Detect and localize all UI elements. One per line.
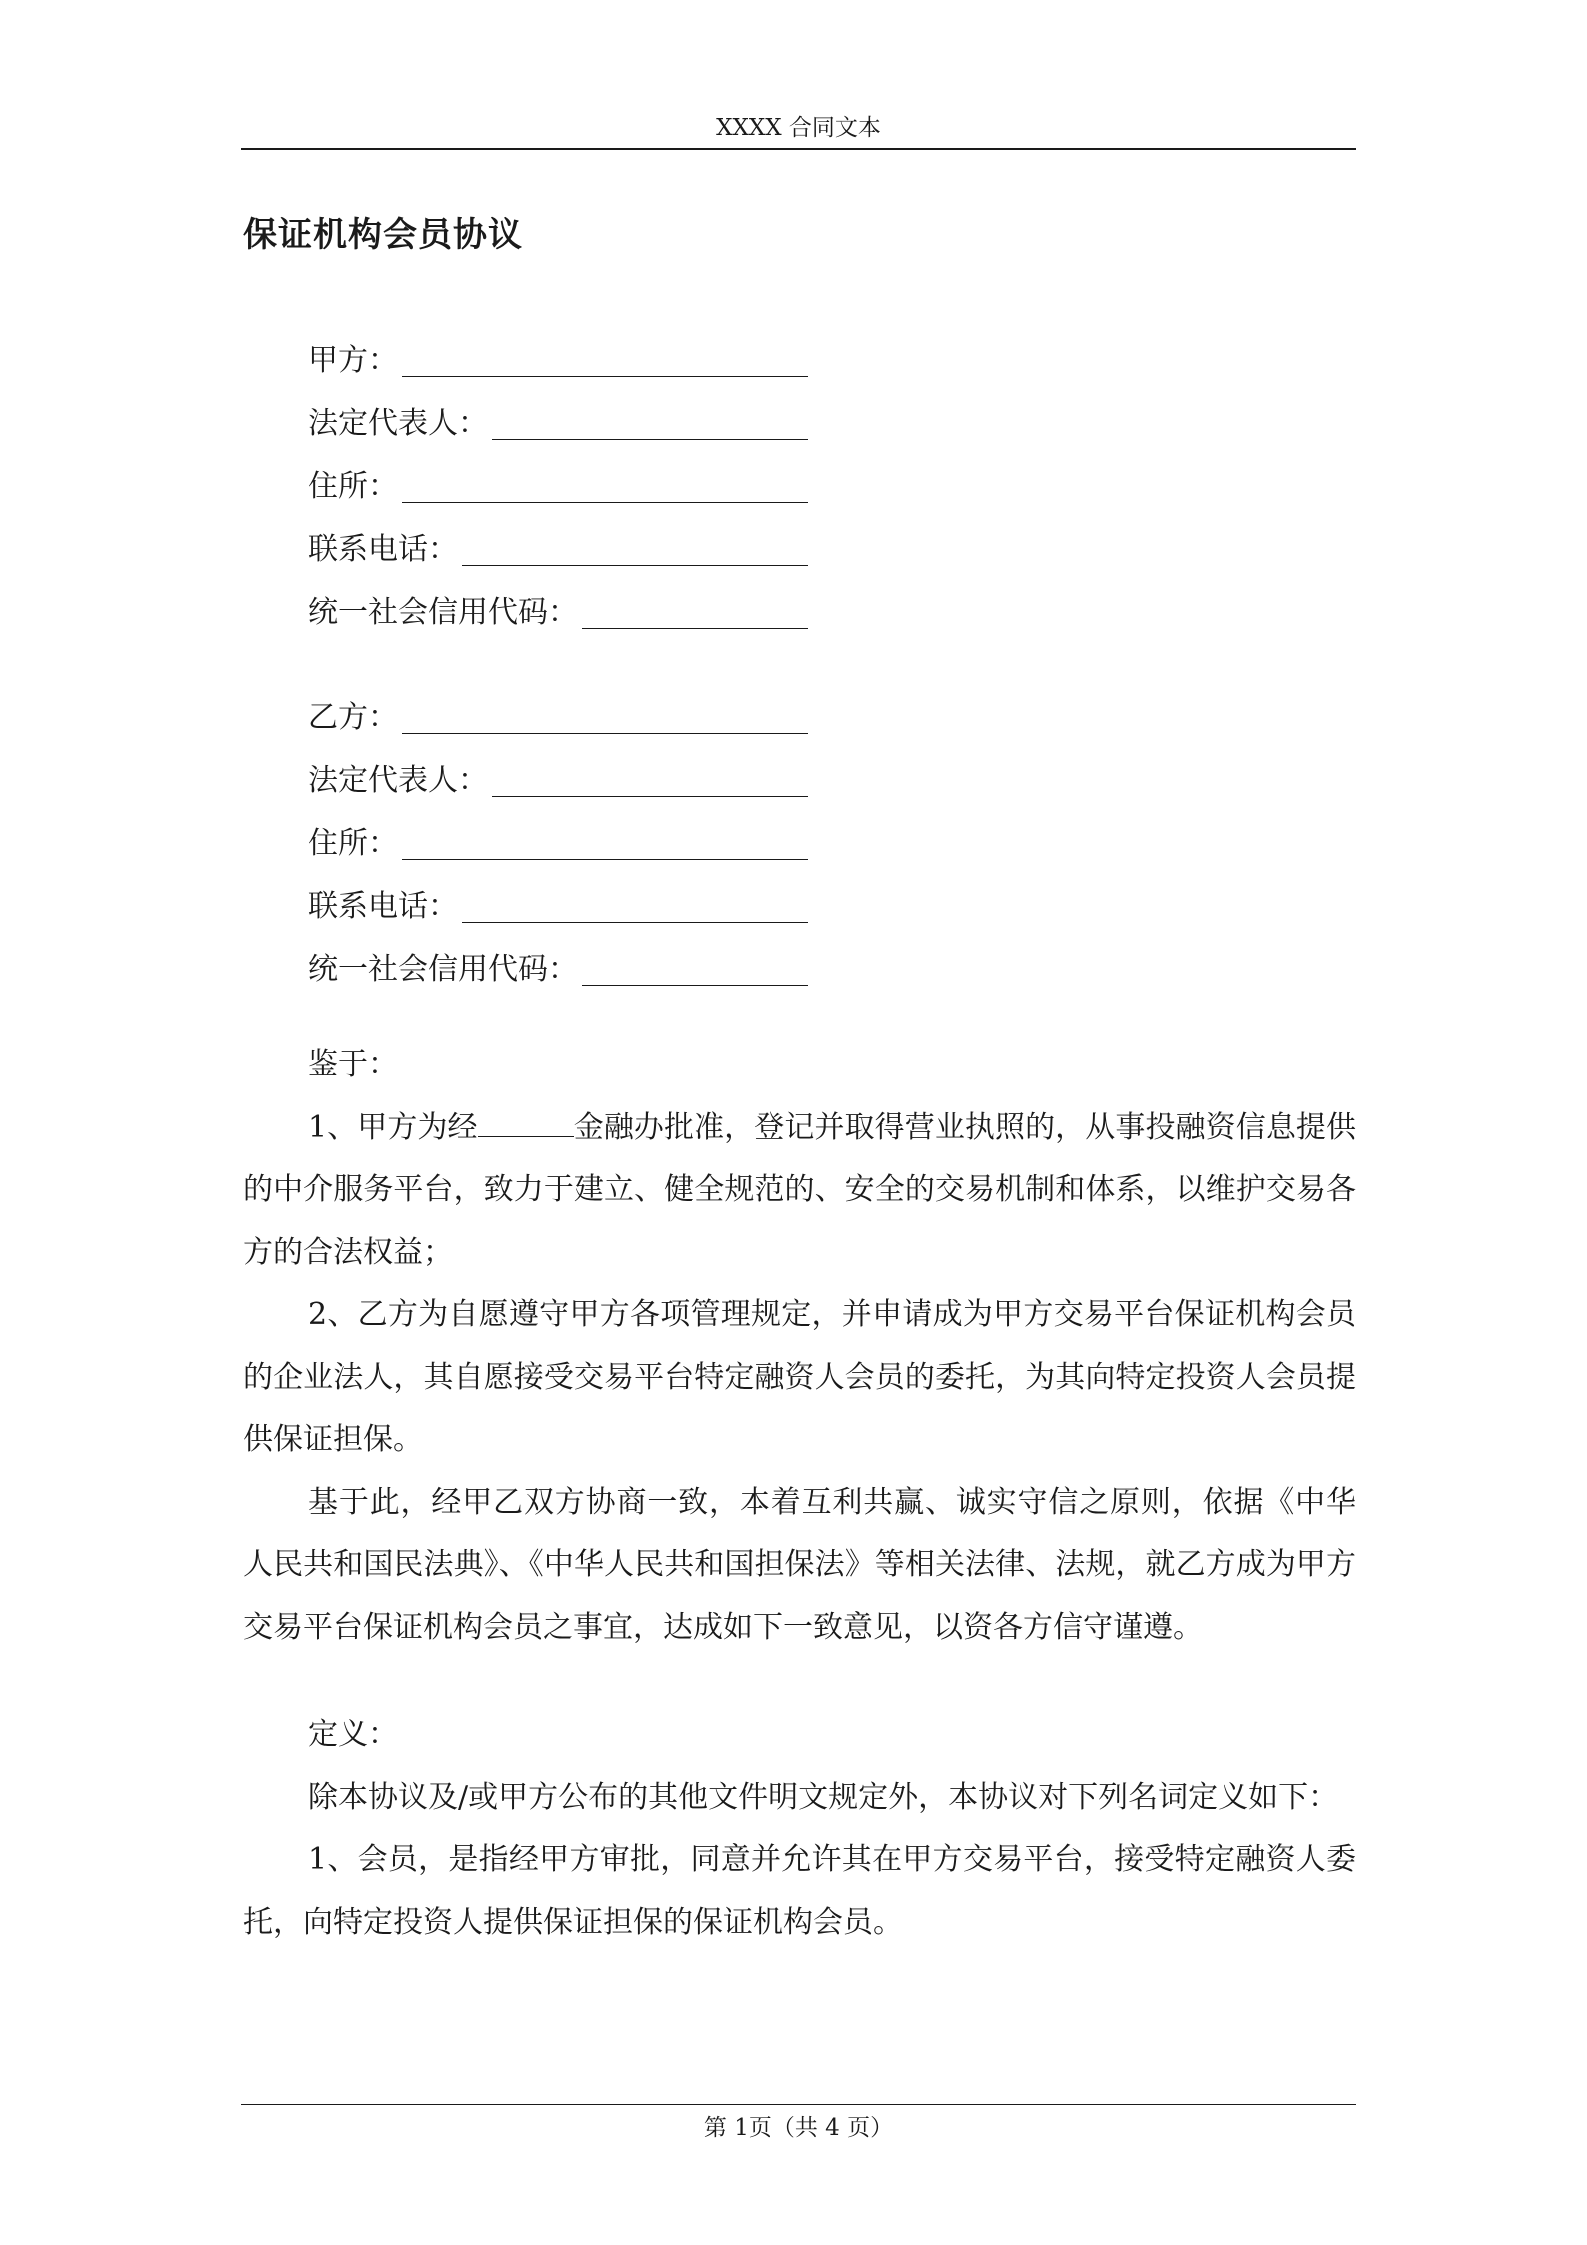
party-b-representative-label: 法定代表人： — [308, 763, 488, 798]
party-b-name-label: 乙方： — [308, 700, 398, 735]
party-b-credit-code-row — [308, 927, 808, 990]
page-footer: 第 1页（共 4 页） — [241, 2104, 1356, 2151]
whereas-item-1-rest: 金融办批准，登记并取得营业执照的，从事投融资信息提供的中介服务平台，致力于建立、健全规范的、安全的交易机制和体系，以维护交易各方的合法权益； — [243, 1109, 1357, 1270]
party-b-representative-field[interactable] — [492, 762, 808, 797]
party-b-phone-field[interactable] — [462, 888, 808, 923]
definitions-section — [243, 1704, 1356, 1954]
party-b-representative-row — [308, 738, 808, 801]
party-a-phone-field[interactable] — [462, 531, 808, 566]
party-a-address-label: 住所： — [308, 469, 398, 504]
party-a-credit-code-label: 统一社会信用代码： — [308, 595, 578, 630]
document-title: 保证机构会员协议 — [243, 215, 523, 255]
party-b-name-row — [308, 675, 808, 738]
party-b-phone-row — [308, 864, 808, 927]
basis-paragraph: 基于此，经甲乙双方协商一致，本着互利共赢、诚实守信之原则，依据《中华人民共和国民法典》、《中华人民共和国担保法》等相关法律、法规，就乙方成为甲方交易平台保证机构会员之事宜，达成如下一致意见，以资各方信守谨遵。 — [243, 1484, 1356, 1645]
party-b-name-field[interactable] — [402, 699, 808, 734]
party-b-credit-code-field[interactable] — [582, 951, 808, 986]
whereas-section — [243, 1034, 1356, 1659]
party-a-representative-field[interactable] — [492, 405, 808, 440]
party-a-name-label: 甲方： — [308, 343, 398, 378]
party-a-phone-label: 联系电话： — [308, 532, 458, 567]
whereas-item-1-start: 1、甲方为经 — [308, 1109, 478, 1145]
whereas-item-2: 2、乙方为自愿遵守甲方各项管理规定，并申请成为甲方交易平台保证机构会员的企业法人，其自愿接受交易平台特定融资人会员的委托，为其向特定投资人会员提供保证担保。 — [243, 1297, 1356, 1457]
party-b-phone-label: 联系电话： — [308, 889, 458, 924]
party-a-address-row — [308, 444, 808, 507]
party-b-address-field[interactable] — [402, 825, 808, 860]
definitions-intro: 除本协议及/或甲方公布的其他文件明文规定外，本协议对下列名词定义如下： — [308, 1779, 1339, 1815]
party-a-representative-label: 法定代表人： — [308, 406, 488, 441]
party-b-block — [308, 675, 808, 990]
party-a-name-field[interactable] — [402, 342, 808, 377]
party-a-address-field[interactable] — [402, 468, 808, 503]
whereas-item-1 — [243, 1097, 1356, 1285]
party-a-block — [308, 318, 808, 633]
party-a-name-row — [308, 318, 808, 381]
definitions-heading: 定义： — [308, 1717, 398, 1752]
approval-authority-blank[interactable] — [478, 1108, 574, 1137]
page-header: XXXX 合同文本 — [241, 108, 1356, 150]
party-a-credit-code-row — [308, 570, 808, 633]
party-a-representative-row — [308, 381, 808, 444]
party-a-credit-code-field[interactable] — [582, 594, 808, 629]
party-b-address-label: 住所： — [308, 826, 398, 861]
party-b-credit-code-label: 统一社会信用代码： — [308, 952, 578, 987]
party-a-phone-row — [308, 507, 808, 570]
definition-item-1: 1、会员，是指经甲方审批，同意并允许其在甲方交易平台，接受特定融资人委托，向特定投资人提供保证担保的保证机构会员。 — [243, 1842, 1356, 1940]
whereas-heading: 鉴于： — [308, 1047, 398, 1082]
party-b-address-row — [308, 801, 808, 864]
